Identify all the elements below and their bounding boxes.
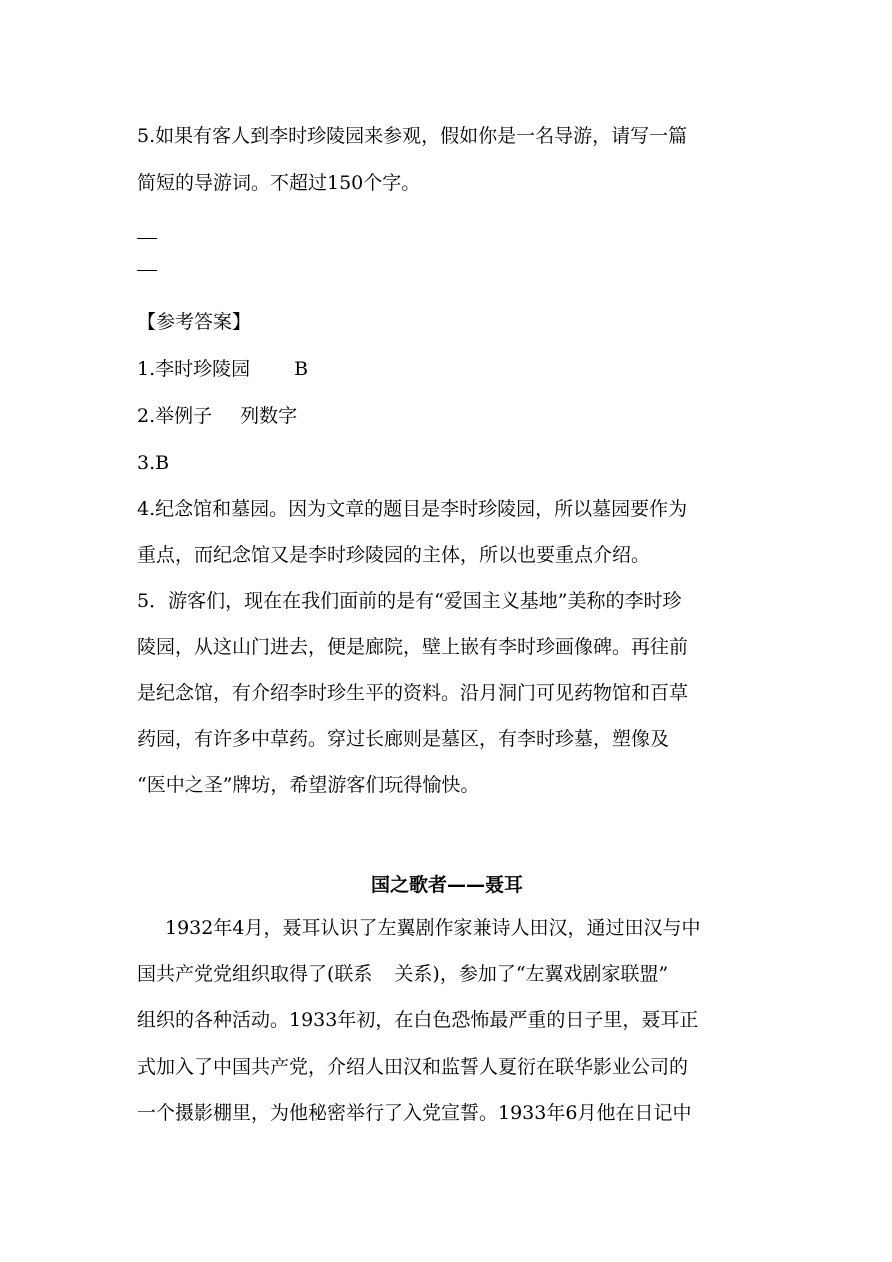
article-line-1: 1932年4月，聂耳认识了左翼剧作家兼诗人田汉，通过田汉与中: [165, 917, 701, 939]
answer-5-line-4: 药园，有许多中草药。穿过长廊则是墓区，有李时珍墓，塑像及: [137, 728, 670, 750]
answer-4-line-1: 4.纪念馆和墓园。因为文章的题目是李时珍陵园，所以墓园要作为: [137, 498, 688, 520]
answer-1-choice: B: [294, 358, 309, 380]
article-title: 国之歌者——聂耳: [370, 874, 523, 896]
article-line-2-part-1: 国共产党党组织取得了(联系: [137, 963, 373, 985]
article-line-3: 组织的各种活动。1933年初，在白色恐怖最严重的日子里，聂耳正: [137, 1009, 699, 1031]
answer-3: 3.B: [137, 452, 170, 474]
answer-5-line-3: 是纪念馆，有介绍李时珍生平的资料。沿月洞门可见药物馆和百草: [137, 682, 689, 704]
answer-2: [137, 404, 757, 428]
answer-2-part-1: 2.举例子: [137, 405, 213, 427]
answer-1: [137, 357, 757, 381]
answer-blank-line-1: [137, 238, 157, 239]
answer-1-text: 1.李时珍陵园: [137, 358, 251, 380]
answer-5-line-5: “医中之圣”牌坊，希望游客们玩得愉快。: [137, 774, 480, 796]
answer-5-line-1: 5．游客们，现在在我们面前的是有“爱国主义基地”美称的李时珍: [137, 590, 682, 612]
answer-2-part-2: 列数字: [240, 405, 298, 427]
answer-blank-line-2: [137, 270, 157, 271]
article-line-2-part-2: 关系)，参加了“左翼戏剧家联盟”: [394, 963, 669, 985]
answer-heading: 【参考答案】: [137, 311, 252, 333]
answer-5-line-2: 陵园，从这山门进去，便是廊院，壁上嵌有李时珍画像碑。再往前: [137, 636, 689, 658]
question-5-line-2: 简短的导游词。不超过150个字。: [137, 172, 421, 194]
question-5-line-1: 5.如果有客人到李时珍陵园来参观，假如你是一名导游，请写一篇: [137, 125, 688, 147]
article-line-5: 一个摄影棚里，为他秘密举行了入党宣誓。1933年6月他在日记中: [137, 1102, 692, 1124]
article-line-2: [137, 962, 757, 986]
article-line-4: 式加入了中国共产党，介绍人田汉和监誓人夏衍在联华影业公司的: [137, 1056, 689, 1078]
answer-4-line-2: 重点，而纪念馆又是李时珍陵园的主体，所以也要重点介绍。: [137, 544, 651, 566]
